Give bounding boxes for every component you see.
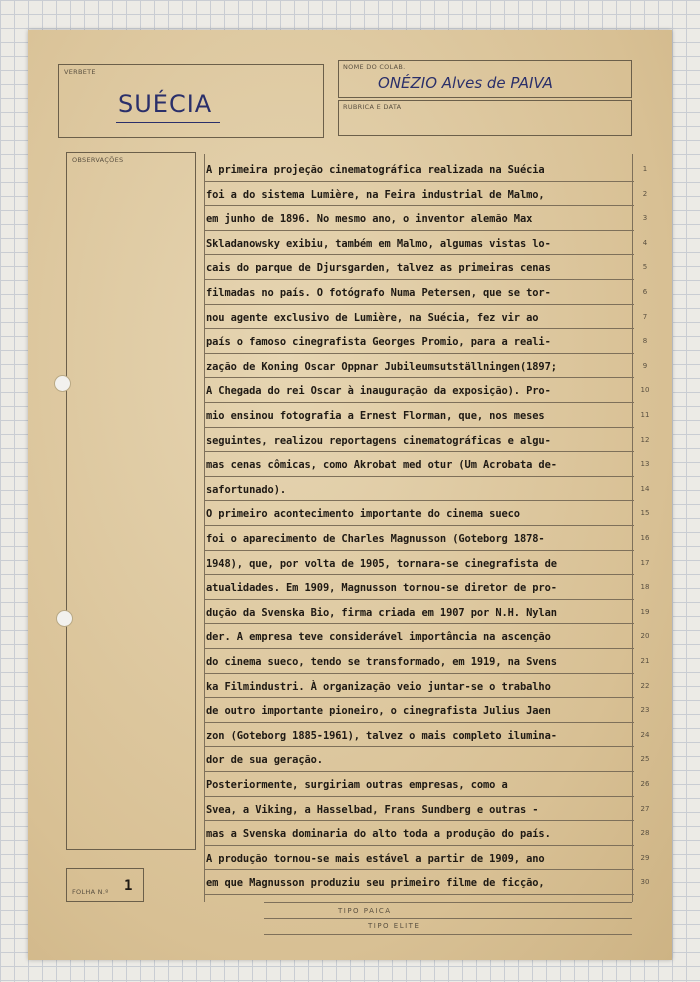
text-line: cais do parque de Djursgarden, talvez as primeiras cenas xyxy=(206,262,551,275)
line-number: 22 xyxy=(640,681,650,690)
line-number: 16 xyxy=(640,534,650,542)
text-line: mas a Svenska dominaria do alto toda a produção do país. xyxy=(206,828,551,841)
text-line: mio ensinou fotografia a Ernest Florman, que, nos meses xyxy=(206,410,545,422)
text-line: O primeiro acontecimento importante do cinema sueco xyxy=(206,508,520,521)
text-line: de outro importante pioneiro, o cinegrafista Julius Jaen xyxy=(206,705,551,718)
observacoes-box xyxy=(66,152,196,850)
line-number: 3 xyxy=(642,214,648,223)
observacoes-label: OBSERVAÇÕES xyxy=(72,156,124,164)
text-line: país o famoso cinegrafista Georges Promio, para a reali- xyxy=(206,336,551,349)
footer-rule-3 xyxy=(264,934,632,935)
line-number: 14 xyxy=(640,484,650,493)
text-line: em que Magnusson produziu seu primeiro filme de ficção, xyxy=(206,877,545,890)
footer-rule-2 xyxy=(264,918,632,919)
text-line: Svea, a Viking, a Hasselbad, Frans Sundberg e outras - xyxy=(206,803,539,816)
line-number: 28 xyxy=(640,829,650,838)
line-number: 25 xyxy=(640,755,650,764)
line-number: 2 xyxy=(642,189,648,198)
line-number: 9 xyxy=(642,361,648,370)
line-number: 29 xyxy=(640,853,650,862)
line-number: 8 xyxy=(642,337,648,346)
text-line: zação de Koning Oscar Oppnar Jubileumsutställningen(1897; xyxy=(206,360,557,373)
punch-hole-bottom xyxy=(56,610,73,627)
line-number: 18 xyxy=(640,583,650,592)
footer-elite: TIPO ELITE xyxy=(368,922,421,930)
verbete-underline xyxy=(116,122,220,123)
text-line: dução da Svenska Bio, firma criada em 1907 por N.H. Nylan xyxy=(206,606,557,619)
footer-paica: TIPO PAICA xyxy=(338,907,392,915)
line-number: 5 xyxy=(642,263,648,272)
nome-label: NOME DO COLAB. xyxy=(343,63,406,71)
line-number: 21 xyxy=(640,657,650,665)
text-line: A primeira projeção cinematográfica realizada na Suécia xyxy=(206,164,545,176)
nome-value: ONÉZIO Alves de PAIVA xyxy=(378,74,553,92)
line-number: 13 xyxy=(640,460,650,469)
text-line: der. A empresa teve considerável importância na ascenção xyxy=(206,631,551,644)
text-line: do cinema sueco, tendo se transformado, em 1919, na Svens xyxy=(206,656,557,668)
footer-rule-1 xyxy=(264,902,632,903)
line-number: 19 xyxy=(640,607,650,616)
line-number: 26 xyxy=(640,780,650,788)
line-number: 30 xyxy=(640,878,650,887)
text-line: dor de sua geração. xyxy=(206,754,323,767)
line-number: 7 xyxy=(642,312,648,321)
line-number: 6 xyxy=(642,288,648,296)
text-line: Posteriormente, surgiriam outras empresas, como a xyxy=(206,779,508,791)
text-line: foi a do sistema Lumière, na Feira industrial de Malmo, xyxy=(206,188,545,201)
text-line: atualidades. Em 1909, Magnusson tornou-se diretor de pro- xyxy=(206,582,557,595)
text-line: Skladanowsky exibiu, também em Malmo, algumas vistas lo- xyxy=(206,237,551,250)
verbete-value: SUÉCIA xyxy=(118,90,213,118)
text-frame-left xyxy=(204,154,205,902)
line-number: 24 xyxy=(640,730,650,739)
line-number: 11 xyxy=(640,411,650,419)
verbete-label: VERBETE xyxy=(64,68,96,76)
line-number: 10 xyxy=(640,386,650,395)
text-line: zon (Goteborg 1885-1961), talvez o mais completo ilumina- xyxy=(206,729,557,742)
text-line: A Chegada do rei Oscar à inauguração da exposição). Pro- xyxy=(206,385,551,398)
text-frame-right xyxy=(632,154,633,902)
rubrica-label: RUBRICA E DATA xyxy=(343,103,402,111)
line-number: 1 xyxy=(642,165,648,173)
text-line: A produção tornou-se mais estável a partir de 1909, ano xyxy=(206,852,545,865)
text-line: nou agente exclusivo de Lumière, na Suécia, fez vir ao xyxy=(206,311,539,324)
text-line: mas cenas cômicas, como Akrobat med otur (Um Acrobata de- xyxy=(206,459,557,472)
folha-value: 1 xyxy=(124,878,133,894)
line-number: 20 xyxy=(640,632,650,641)
punch-hole-top xyxy=(54,375,71,392)
text-line: filmadas no país. O fotógrafo Numa Petersen, que se tor- xyxy=(206,287,551,299)
text-line: ka Filmindustri. À organização veio juntar-se o trabalho xyxy=(206,680,551,693)
line-number: 4 xyxy=(642,238,648,247)
text-line: seguintes, realizou reportagens cinematográficas e algu- xyxy=(206,434,551,447)
line-number: 15 xyxy=(640,509,650,518)
text-line: foi o aparecimento de Charles Magnusson (Goteborg 1878- xyxy=(206,533,545,545)
manuscript-sheet xyxy=(28,30,672,960)
folha-label: FOLHA N.º xyxy=(72,888,109,896)
line-number: 27 xyxy=(640,804,650,813)
line-number: 12 xyxy=(640,435,650,444)
text-line: safortunado). xyxy=(206,483,287,496)
line-number: 17 xyxy=(640,558,650,567)
text-line: 1948), que, por volta de 1905, tornara-se cinegrafista de xyxy=(206,557,557,570)
text-line: em junho de 1896. No mesmo ano, o inventor alemão Max xyxy=(206,213,533,226)
line-number: 23 xyxy=(640,706,650,715)
